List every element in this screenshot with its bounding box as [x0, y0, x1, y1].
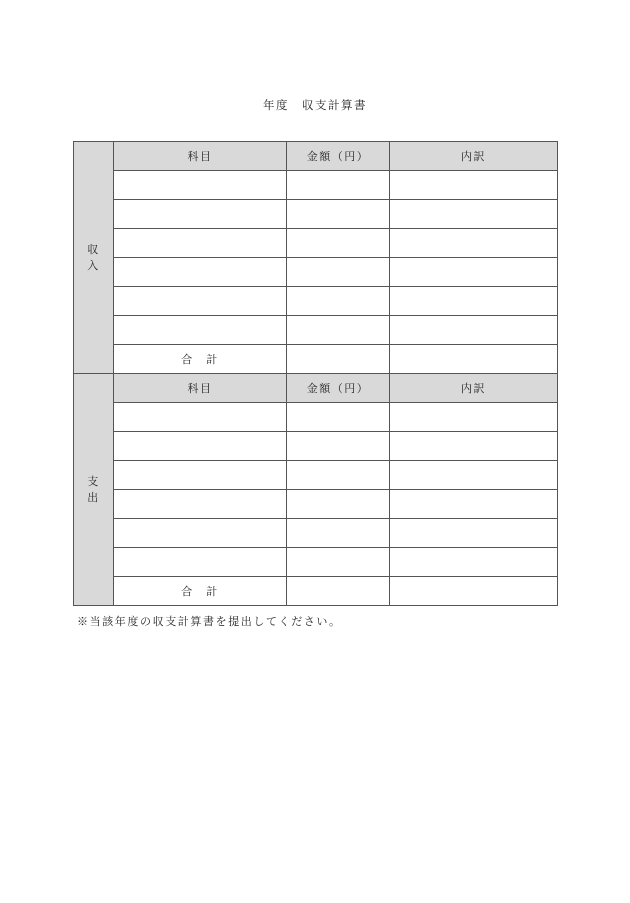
document-title: 年度 収支計算書	[263, 98, 367, 112]
submission-note: ※当該年度の収支計算書を提出してください。	[77, 615, 342, 628]
expense-total-row	[74, 577, 558, 606]
expense-row	[74, 461, 558, 490]
expense-item-cell[interactable]	[114, 403, 287, 432]
income-item-cell[interactable]	[114, 171, 287, 200]
expense-amount-header: 金額（円）	[287, 374, 390, 403]
income-item-cell[interactable]	[114, 229, 287, 258]
expense-item-header: 科目	[114, 374, 287, 403]
expense-total-label: 合 計	[114, 577, 287, 606]
expense-total-details-cell[interactable]	[390, 577, 558, 606]
expense-row	[74, 490, 558, 519]
income-row	[74, 316, 558, 345]
expense-details-cell[interactable]	[390, 432, 558, 461]
income-amount-cell[interactable]	[287, 200, 390, 229]
income-item-cell[interactable]	[114, 200, 287, 229]
expense-item-cell[interactable]	[114, 490, 287, 519]
income-total-row	[74, 345, 558, 374]
income-amount-cell[interactable]	[287, 229, 390, 258]
income-row	[74, 258, 558, 287]
expense-amount-cell[interactable]	[287, 432, 390, 461]
income-amount-cell[interactable]	[287, 258, 390, 287]
expense-row	[74, 548, 558, 577]
income-side-label: 収 入	[74, 142, 114, 374]
income-details-cell[interactable]	[390, 229, 558, 258]
expense-amount-cell[interactable]	[287, 490, 390, 519]
expense-details-cell[interactable]	[390, 461, 558, 490]
expense-item-cell[interactable]	[114, 548, 287, 577]
expense-item-cell[interactable]	[114, 461, 287, 490]
income-row	[74, 200, 558, 229]
income-amount-cell[interactable]	[287, 316, 390, 345]
expense-details-cell[interactable]	[390, 519, 558, 548]
expense-details-cell[interactable]	[390, 490, 558, 519]
income-amount-header: 金額（円）	[287, 142, 390, 171]
income-row	[74, 229, 558, 258]
income-amount-cell[interactable]	[287, 287, 390, 316]
expense-item-cell[interactable]	[114, 432, 287, 461]
expense-header-row	[74, 374, 558, 403]
expense-row	[74, 432, 558, 461]
expense-details-header: 内訳	[390, 374, 558, 403]
income-item-cell[interactable]	[114, 316, 287, 345]
income-item-header: 科目	[114, 142, 287, 171]
expense-details-cell[interactable]	[390, 403, 558, 432]
income-row	[74, 171, 558, 200]
expense-total-amount-cell[interactable]	[287, 577, 390, 606]
budget-table	[73, 141, 558, 606]
expense-amount-cell[interactable]	[287, 461, 390, 490]
income-total-label: 合 計	[114, 345, 287, 374]
expense-row	[74, 519, 558, 548]
income-details-header: 内訳	[390, 142, 558, 171]
expense-details-cell[interactable]	[390, 548, 558, 577]
income-row	[74, 287, 558, 316]
expense-side-label: 支 出	[74, 374, 114, 606]
income-total-details-cell[interactable]	[390, 345, 558, 374]
expense-amount-cell[interactable]	[287, 548, 390, 577]
income-item-cell[interactable]	[114, 287, 287, 316]
income-details-cell[interactable]	[390, 316, 558, 345]
income-item-cell[interactable]	[114, 258, 287, 287]
income-details-cell[interactable]	[390, 287, 558, 316]
expense-amount-cell[interactable]	[287, 403, 390, 432]
income-details-cell[interactable]	[390, 171, 558, 200]
expense-row	[74, 403, 558, 432]
income-details-cell[interactable]	[390, 200, 558, 229]
expense-item-cell[interactable]	[114, 519, 287, 548]
income-total-amount-cell[interactable]	[287, 345, 390, 374]
income-details-cell[interactable]	[390, 258, 558, 287]
expense-amount-cell[interactable]	[287, 519, 390, 548]
income-header-row	[74, 142, 558, 171]
income-amount-cell[interactable]	[287, 171, 390, 200]
